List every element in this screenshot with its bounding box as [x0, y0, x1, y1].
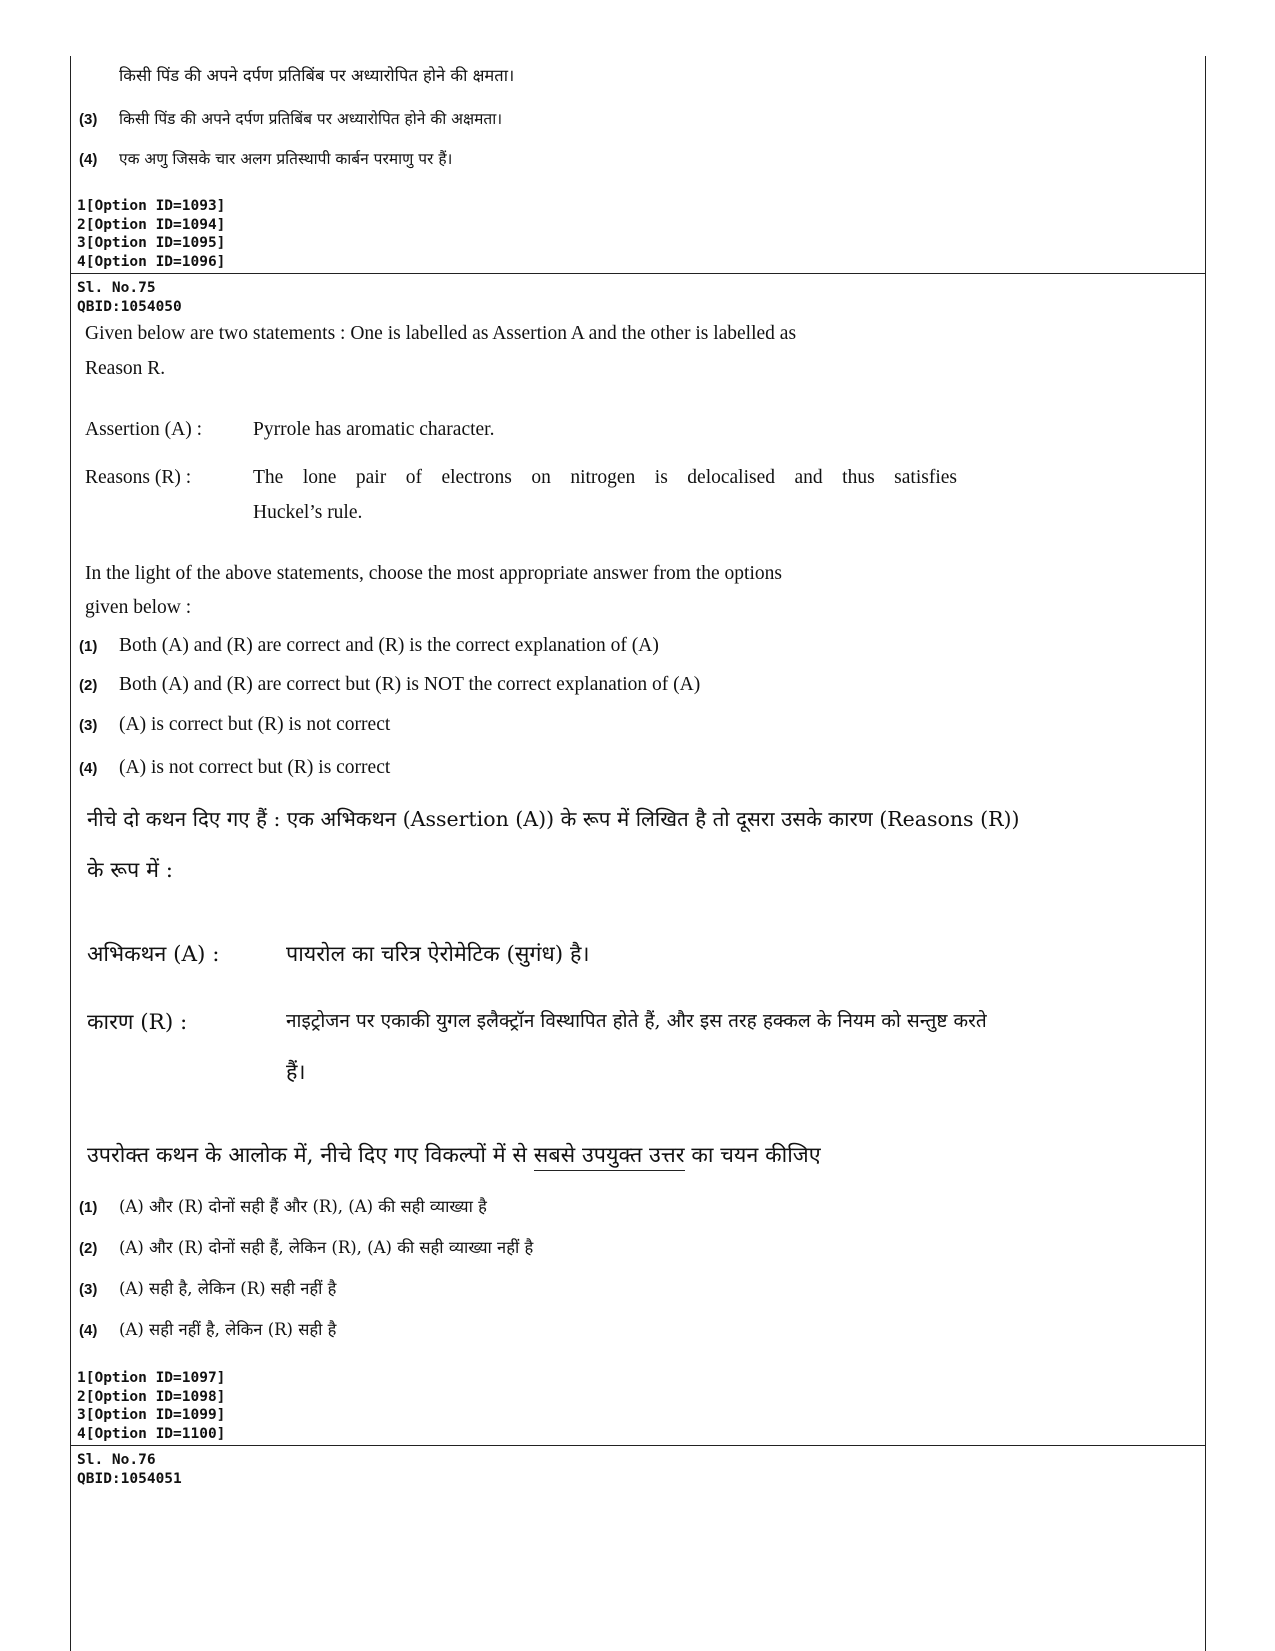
option-number: (3) [79, 111, 98, 128]
option-id: 2[Option ID=1094] [77, 216, 226, 233]
option-hi-2 [79, 1235, 533, 1258]
hindi-intro-line-1: नीचे दो कथन दिए गए हैं : एक अभिकथन (Assertion (A)) के रूप में लिखित है तो दूसरा उसके कारण (Reasons (R)) [87, 807, 1020, 831]
hindi-assertion-text: पायरोल का चरित्र ऐरोमेटिक (सुगंध) है। [286, 942, 590, 967]
option-hi-4 [79, 1317, 336, 1340]
reason-text-line-1: The lone pair of electrons on nitrogen is delocalised and thus satisfies [253, 467, 957, 488]
option-number: (1) [79, 1199, 98, 1216]
option-id: 1[Option ID=1097] [77, 1370, 226, 1386]
option-text: (A) और (R) दोनों सही हैं और (R), (A) की सही व्याख्या है [119, 1197, 487, 1216]
serial-number: Sl. No.75 [77, 280, 156, 296]
divider [70, 273, 1206, 274]
option-number: (3) [79, 717, 98, 734]
option-en-1 [79, 635, 659, 657]
option-id: 4[Option ID=1100] [77, 1425, 226, 1442]
hindi-instruction-pre: उपरोक्त कथन के आलोक में, नीचे दिए गए विकल्पों में से [87, 1143, 534, 1168]
qbid: QBID:1054050 [77, 298, 182, 315]
option-number: (4) [79, 151, 98, 168]
hindi-instruction-post: का चयन कीजिए [684, 1143, 821, 1168]
prev-option-2-text: किसी पिंड की अपने दर्पण प्रतिबिंब पर अध्यारोपित होने की क्षमता। [119, 66, 515, 85]
hindi-intro-line-2: के रूप में : [87, 858, 174, 883]
option-text: Both (A) and (R) are correct but (R) is NOT the correct explanation of (A) [119, 674, 701, 695]
option-hi-1 [79, 1194, 487, 1217]
option-text: किसी पिंड की अपने दर्पण प्रतिबिंब पर अध्यारोपित होने की अक्षमता। [119, 110, 503, 128]
option-en-3 [79, 714, 390, 736]
reason-label: Reasons (R) : [85, 467, 192, 488]
serial-number: Sl. No.76 [77, 1452, 156, 1468]
option-number: (3) [79, 1281, 98, 1298]
option-text: Both (A) and (R) are correct and (R) is the correct explanation of (A) [119, 635, 659, 656]
option-number: (1) [79, 638, 98, 655]
prev-option-ids [77, 197, 225, 271]
question-75-option-ids [77, 1369, 225, 1443]
option-text: (A) सही नहीं है, लेकिन (R) सही है [119, 1320, 337, 1339]
assertion-text: Pyrrole has aromatic character. [253, 419, 495, 440]
hindi-assertion-label: अभिकथन (A) : [87, 942, 220, 967]
option-hi-3 [79, 1276, 336, 1299]
question-76-header [77, 1451, 182, 1488]
option-id: 4[Option ID=1096] [77, 253, 226, 270]
option-text: (A) और (R) दोनों सही हैं, लेकिन (R), (A) की सही व्याख्या नहीं है [119, 1238, 534, 1257]
intro-line-1: Given below are two statements : One is labelled as Assertion A and the other is labelled as [85, 323, 797, 344]
option-id: 1[Option ID=1093] [77, 198, 226, 214]
divider [70, 1445, 1206, 1446]
option-en-2 [79, 674, 700, 696]
option-text: (A) is correct but (R) is not correct [119, 714, 391, 735]
hindi-reason-label: कारण (R) : [87, 1010, 188, 1035]
hindi-reason-text-line-2: हैं। [286, 1060, 306, 1085]
instruction-line-2: given below : [85, 597, 192, 618]
instruction-line-1: In the light of the above statements, choose the most appropriate answer from the options [85, 563, 782, 584]
option-number: (2) [79, 677, 98, 694]
option-text: (A) सही है, लेकिन (R) सही नहीं है [119, 1279, 337, 1298]
hindi-reason-text-line-1: नाइट्रोजन पर एकाकी युगल इलैक्ट्रॉन विस्थापित होते हैं, और इस तरह हक्कल के नियम को सन्तुष्ट करते [286, 1010, 987, 1032]
option-id: 2[Option ID=1098] [77, 1388, 226, 1405]
option-number: (4) [79, 1322, 98, 1339]
intro-line-2: Reason R. [85, 358, 166, 379]
reason-text-line-2: Huckel’s rule. [253, 502, 363, 523]
hindi-instruction-underlined: सबसे उपयुक्त उत्तर [534, 1143, 685, 1171]
page-frame [70, 56, 1206, 1651]
assertion-label: Assertion (A) : [85, 419, 202, 440]
option-text: एक अणु जिसके चार अलग प्रतिस्थापी कार्बन परमाणु पर हैं। [119, 150, 453, 168]
question-75-header [77, 279, 182, 316]
qbid: QBID:1054051 [77, 1470, 182, 1487]
option-number: (2) [79, 1240, 98, 1257]
option-en-4 [79, 757, 390, 779]
prev-option-4 [79, 147, 452, 169]
option-text: (A) is not correct but (R) is correct [119, 757, 391, 778]
option-id: 3[Option ID=1095] [77, 235, 226, 251]
prev-option-3 [79, 107, 502, 129]
option-id: 3[Option ID=1099] [77, 1407, 226, 1423]
hindi-instruction [87, 1140, 821, 1169]
option-number: (4) [79, 760, 98, 777]
